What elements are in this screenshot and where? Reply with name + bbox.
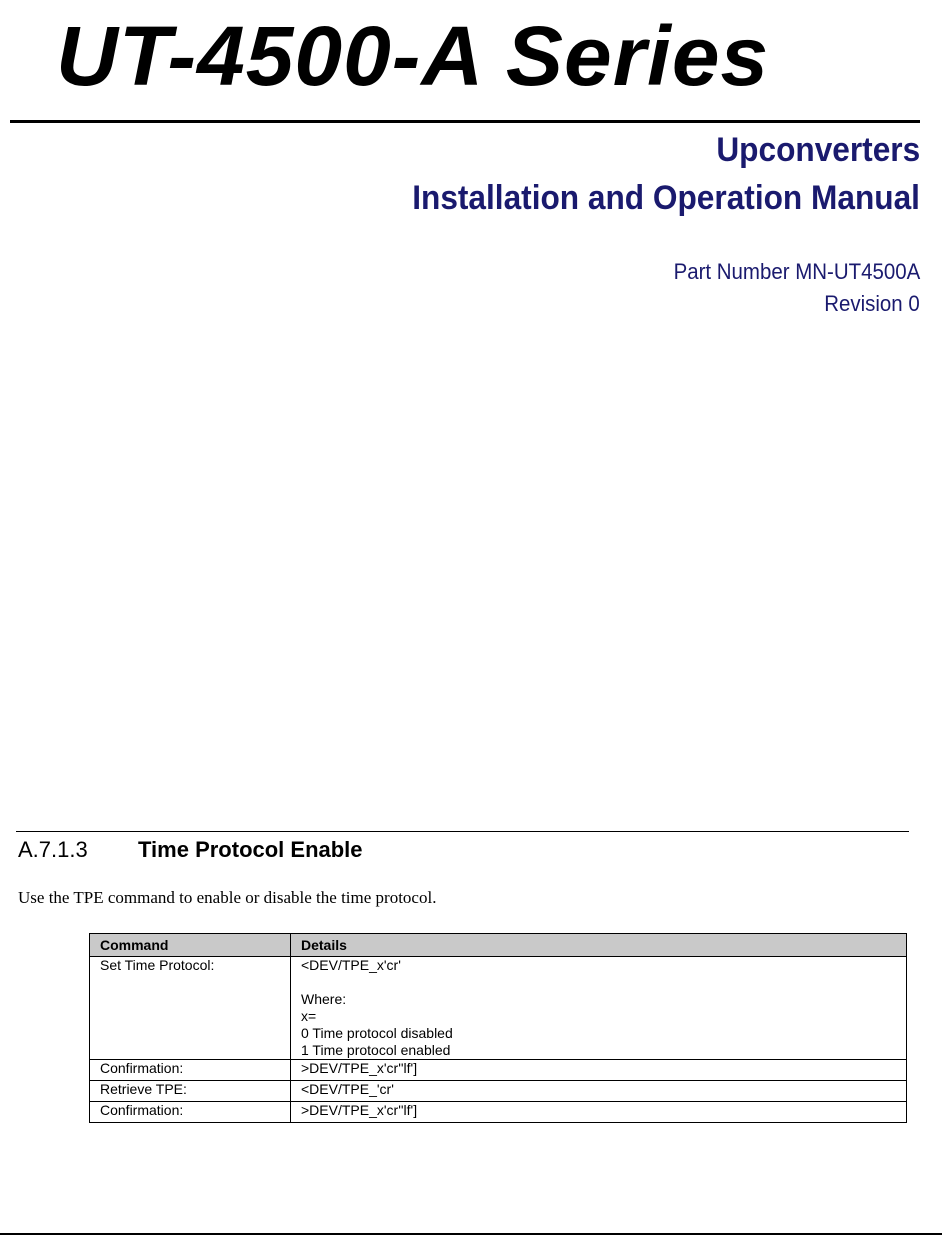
cover-heading-upconverters: Upconverters [716,131,920,169]
command-cell: Set Time Protocol: [90,957,291,1060]
detail-line: 1 Time protocol enabled [301,1042,451,1058]
header-details: Details [291,934,907,957]
cover-heading-manual: Installation and Operation Manual [412,179,920,217]
section-heading [18,836,363,864]
table-row [90,1060,907,1081]
part-number: Part Number MN-UT4500A [673,259,920,284]
section-intro: Use the TPE command to enable or disable the time protocol. [18,888,437,907]
detail-line: Where: [301,991,347,1007]
section-rule [16,831,909,832]
series-title: UT-4500-A Series [56,9,770,103]
detail-line: x= [301,1008,317,1024]
table-row [90,957,907,1060]
command-table [89,933,907,1123]
command-cell: Confirmation: [90,1060,291,1081]
section-number: A.7.1.3 [18,837,88,862]
command-cell: Confirmation: [90,1102,291,1123]
details-cell: >DEV/TPE_x'cr''lf'] [291,1060,907,1081]
bottom-rule [0,1233,942,1235]
command-cell: Retrieve TPE: [90,1081,291,1102]
header-command: Command [90,934,291,957]
details-cell [291,957,907,1060]
detail-line: 0 Time protocol disabled [301,1025,453,1041]
details-cell: <DEV/TPE_'cr' [291,1081,907,1102]
table-row [90,1102,907,1123]
revision: Revision 0 [824,291,920,316]
table-row [90,1081,907,1102]
section-title: Time Protocol Enable [138,837,363,862]
table-header-row [90,934,907,957]
detail-line: <DEV/TPE_x'cr' [301,957,401,973]
title-rule [10,120,920,123]
detail-gap [301,974,896,991]
details-cell: >DEV/TPE_x'cr''lf'] [291,1102,907,1123]
